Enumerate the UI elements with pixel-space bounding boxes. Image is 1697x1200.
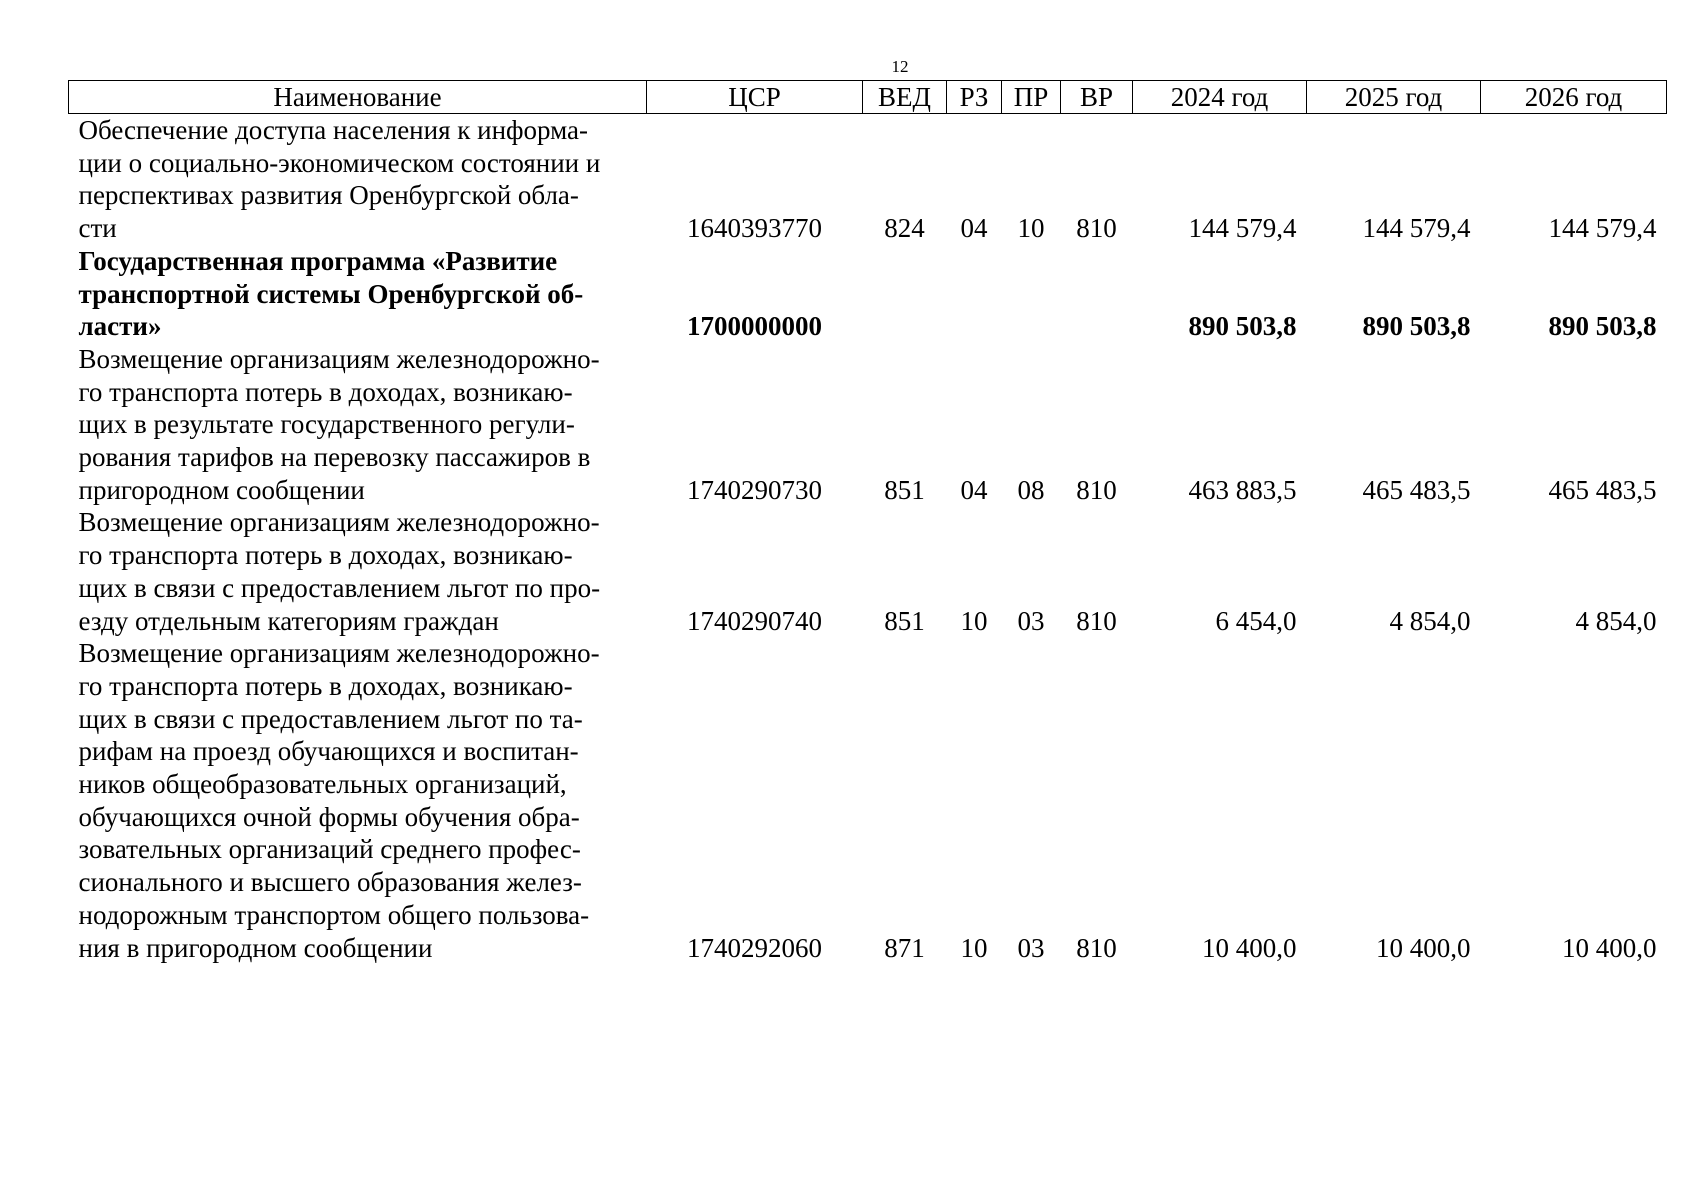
row-vr: 810 (1076, 605, 1117, 636)
row-csr: 1740290740 (687, 605, 822, 636)
row-amount-2026: 465 483,5 (1548, 474, 1657, 505)
row-amount-2024: 10 400,0 (1202, 932, 1297, 963)
row-name: Возмещение организациям железнодорожно- го транспорта потерь в доходах, возникаю- щих в связи с предоставлением льгот по та- рифам на проезд обучающихся и воспитан- ников общеобразовательных организаций, обучающихся очной формы обучения обра- зовательных организаций среднего профес- сионального и высшего образования желез- нодорожным транспортом общего пользова- ния в пригородном сообщении (78, 638, 600, 963)
row-ved: 824 (884, 213, 925, 244)
budget-table (68, 80, 1667, 964)
row-name: Возмещение организациям железнодорожно- го транспорта потерь в доходах, возникаю- щих в связи с предоставлением льгот по про- езду отдельным категориям граждан (78, 507, 601, 636)
row-rz: 04 (960, 474, 988, 505)
row-rz (947, 245, 1002, 343)
row-amount-2024: 890 503,8 (1188, 311, 1297, 342)
row-amount-2026: 10 400,0 (1562, 932, 1657, 963)
header-name: Наименование (69, 81, 647, 114)
table-row (69, 114, 1667, 245)
table-row (69, 343, 1667, 507)
row-amount-2026: 890 503,8 (1548, 311, 1657, 342)
row-rz: 10 (960, 605, 988, 636)
header-2024: 2024 год (1133, 81, 1307, 114)
row-amount-2025: 465 483,5 (1362, 474, 1471, 505)
row-ved: 851 (884, 605, 925, 636)
page-number: 12 (891, 57, 909, 76)
row-amount-2025: 890 503,8 (1362, 311, 1471, 342)
row-amount-2026: 144 579,4 (1548, 213, 1657, 244)
row-name: Государственная программа «Развитие транспортной системы Оренбургской об- ласти» (78, 245, 584, 342)
row-amount-2024: 6 454,0 (1215, 605, 1297, 636)
budget-table-container (68, 80, 1666, 964)
table-row (69, 506, 1667, 637)
row-vr: 810 (1076, 213, 1117, 244)
row-ved (863, 245, 947, 343)
row-name: Обеспечение доступа населения к информа- ции о социально-экономическом состоянии и перспективах развития Оренбургской обла- сти (78, 115, 601, 244)
header-2025: 2025 год (1307, 81, 1481, 114)
row-ved: 851 (884, 474, 925, 505)
row-vr (1061, 245, 1133, 343)
row-pr: 10 (1017, 213, 1045, 244)
row-rz: 10 (960, 932, 988, 963)
header-rz: РЗ (947, 81, 1002, 114)
row-name: Возмещение организациям железнодорожно- го транспорта потерь в доходах, возникаю- щих в результате государственного регули- рования тарифов на перевозку пассажиров в пригородном сообщении (78, 343, 600, 505)
row-amount-2024: 144 579,4 (1188, 213, 1297, 244)
header-2026: 2026 год (1481, 81, 1667, 114)
row-pr (1002, 245, 1061, 343)
table-header-row (69, 81, 1667, 114)
row-rz: 04 (960, 213, 988, 244)
row-amount-2025: 144 579,4 (1362, 213, 1471, 244)
row-amount-2025: 4 854,0 (1389, 605, 1471, 636)
table-row-program-total (69, 245, 1667, 343)
row-ved: 871 (884, 932, 925, 963)
row-csr: 1640393770 (687, 213, 822, 244)
row-pr: 08 (1017, 474, 1045, 505)
row-pr: 03 (1017, 605, 1045, 636)
row-amount-2025: 10 400,0 (1376, 932, 1471, 963)
row-amount-2026: 4 854,0 (1575, 605, 1657, 636)
row-pr: 03 (1017, 932, 1045, 963)
header-csr: ЦСР (647, 81, 863, 114)
table-row (69, 637, 1667, 964)
row-vr: 810 (1076, 474, 1117, 505)
row-csr: 1740290730 (687, 474, 822, 505)
header-pr: ПР (1002, 81, 1061, 114)
header-vr: ВР (1061, 81, 1133, 114)
header-ved: ВЕД (863, 81, 947, 114)
row-amount-2024: 463 883,5 (1188, 474, 1297, 505)
row-vr: 810 (1076, 932, 1117, 963)
row-csr: 1700000000 (687, 311, 822, 342)
row-csr: 1740292060 (687, 932, 822, 963)
